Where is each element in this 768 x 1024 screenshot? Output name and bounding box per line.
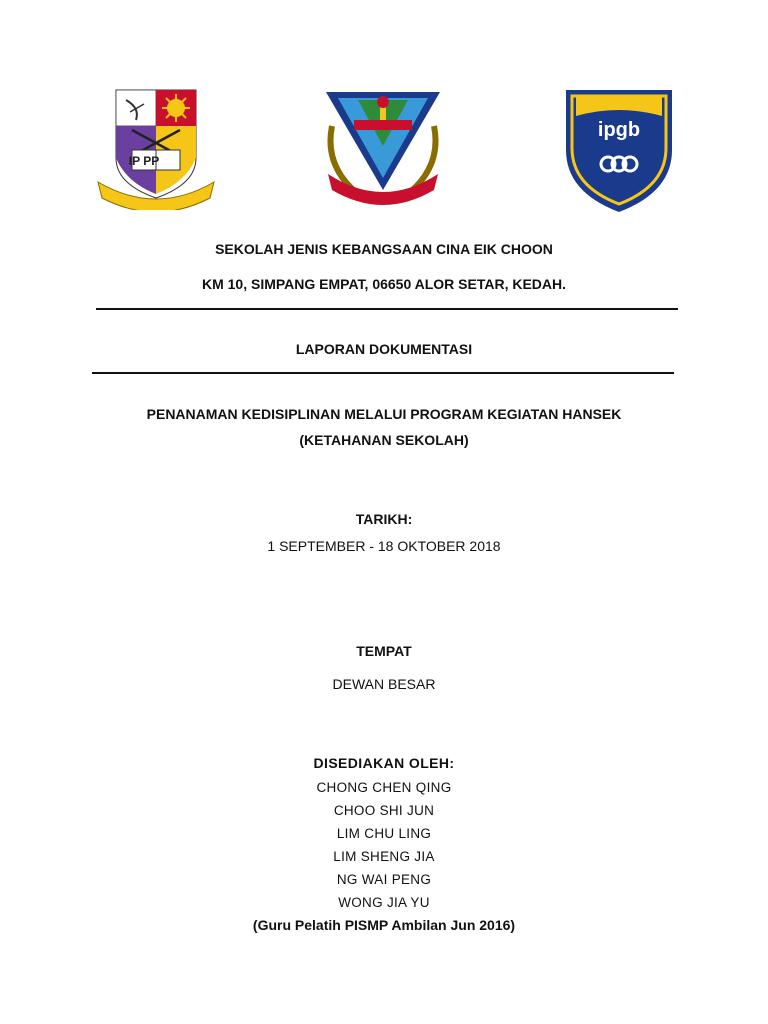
- report-type: LAPORAN DOKUMENTASI: [295, 341, 473, 357]
- ippp-crest-text: IP PP: [128, 154, 160, 168]
- date-value: 1 SEPTEMBER - 18 OKTOBER 2018: [267, 538, 501, 554]
- venue-value: DEWAN BESAR: [332, 676, 436, 692]
- list-item: CHONG CHEN QING: [316, 780, 452, 795]
- prepared-by-list: [0, 776, 768, 914]
- sjkc-eik-choon-crest-icon: [318, 86, 448, 210]
- report-title-line2: (KETAHANAN SEKOLAH): [299, 432, 469, 448]
- prepared-by-note: (Guru Pelatih PISMP Ambilan Jun 2016): [252, 917, 516, 933]
- ipgm-crest-icon: [562, 86, 676, 214]
- ippp-crest-icon: [96, 86, 216, 210]
- list-item: LIM CHU LING: [336, 826, 432, 841]
- list-item: NG WAI PENG: [336, 872, 432, 887]
- list-item: LIM SHENG JIA: [333, 849, 435, 864]
- list-item: WONG JIA YU: [338, 895, 430, 910]
- divider: [96, 308, 678, 310]
- divider: [92, 372, 674, 374]
- school-name: SEKOLAH JENIS KEBANGSAAN CINA EIK CHOON: [215, 241, 553, 257]
- school-address: KM 10, SIMPANG EMPAT, 06650 ALOR SETAR, KEDAH.: [201, 276, 567, 292]
- date-label: TARIKH:: [355, 511, 413, 527]
- venue-label: TEMPAT: [356, 643, 412, 659]
- report-title-line1: PENANAMAN KEDISIPLINAN MELALUI PROGRAM KEGIATAN HANSEK: [146, 406, 622, 422]
- list-item: CHOO SHI JUN: [333, 803, 435, 818]
- ipgm-crest-text: ipgb: [597, 119, 641, 141]
- prepared-by-label: DISEDIAKAN OLEH:: [313, 755, 455, 771]
